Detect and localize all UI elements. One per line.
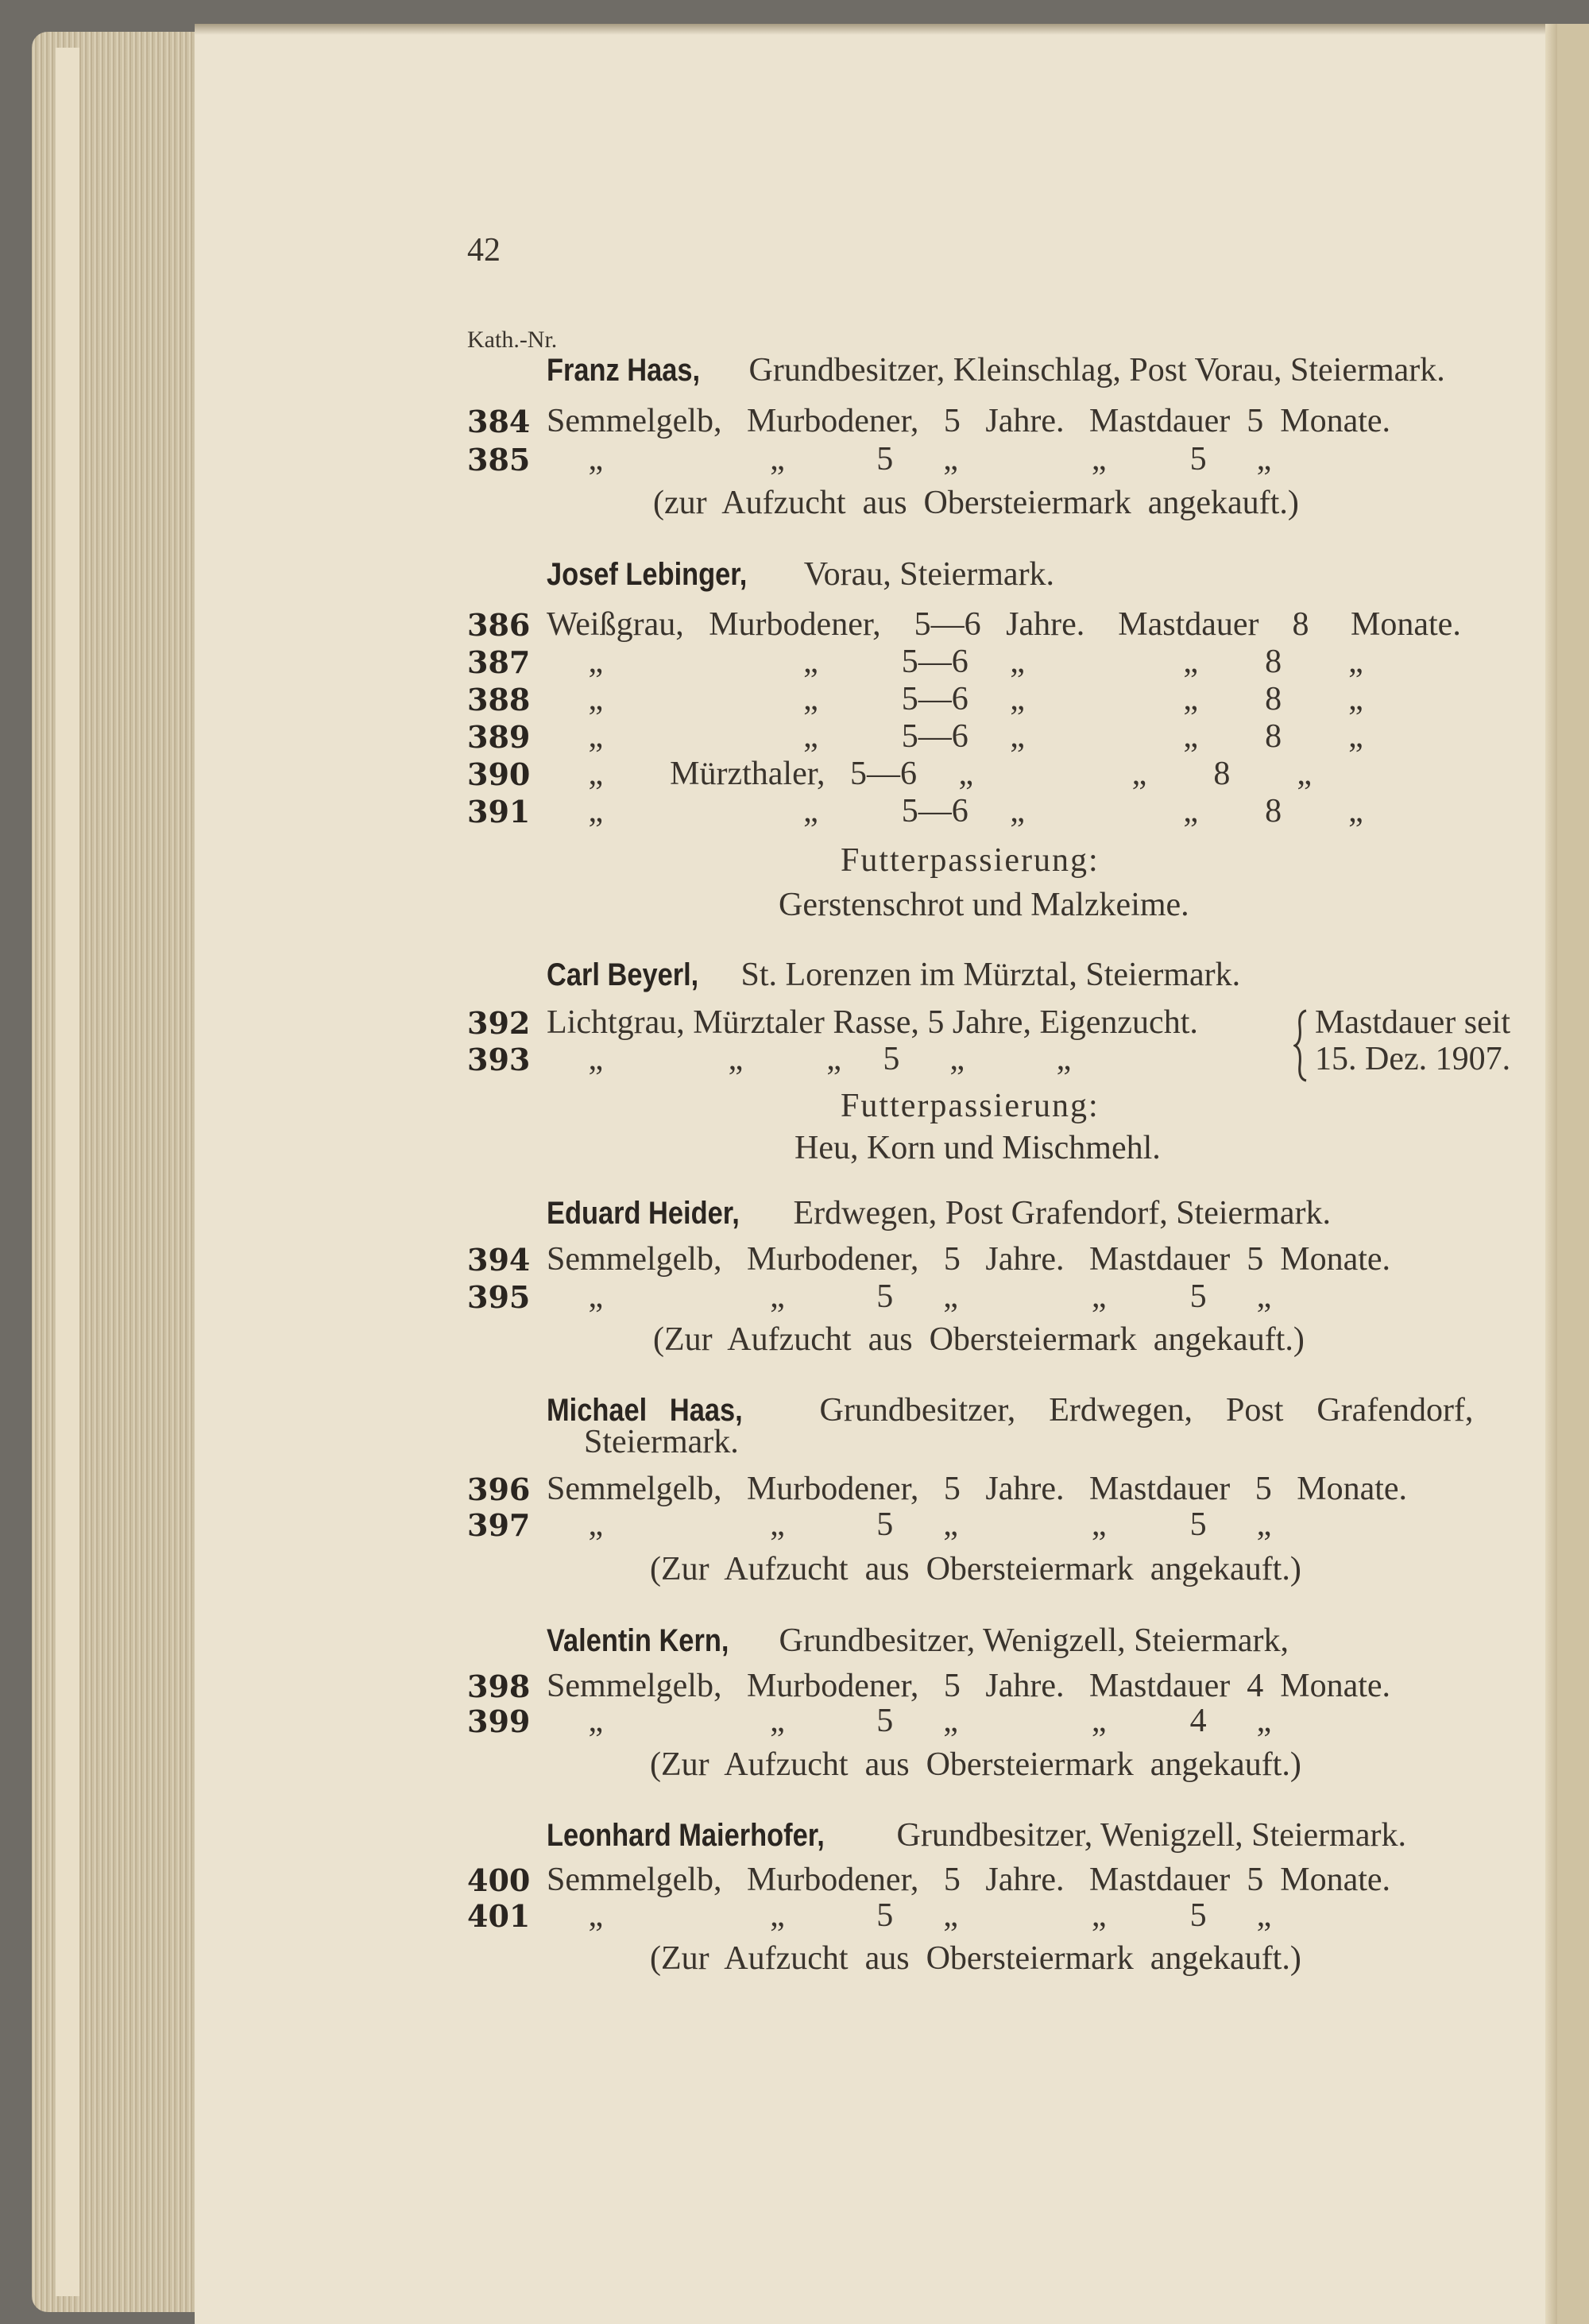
catalog-number: 389 [467, 719, 531, 755]
catalog-number: 391 [467, 794, 531, 829]
entry-row: „ „ 5—6 „ „ 8 „ [547, 718, 1363, 755]
entry-row: „ „ 5—6 „ „ 8 „ [547, 793, 1363, 829]
entry-row: „ „ „ 5 „ „ [547, 1041, 1072, 1077]
catalog-number: 392 [467, 1005, 531, 1041]
entry-row: Weißgrau, Murbodener, 5—6 Jahre. Mastdauer 8 Monate. [547, 606, 1461, 643]
entry-row: „ „ 5 „ „ 5 „ [547, 1897, 1272, 1934]
page-number: 42 [467, 232, 501, 269]
owner-name: Josef Lebinger, [547, 557, 748, 592]
bracket-note: 15. Dez. 1907. [1315, 1041, 1511, 1077]
catalog-number: 393 [467, 1042, 531, 1077]
feeding-title: Futterpassierung: [841, 842, 1100, 879]
entry-row: „ Mürzthaler, 5—6 „ „ 8 „ [547, 756, 1312, 792]
catalog-number: 386 [467, 607, 531, 643]
entry-row: „ „ 5—6 „ „ 8 „ [547, 681, 1363, 717]
column-header: Kath.-Nr. [467, 327, 558, 353]
catalog-number: 396 [467, 1471, 531, 1507]
entry-row: Semmelgelb, Murbodener, 5 Jahre. Mastdauer 4 Monate. [547, 1668, 1391, 1704]
entry-note: (Zur Aufzucht aus Obersteiermark angekauft.) [650, 1940, 1301, 1977]
entry-row: Lichtgrau, Mürztaler Rasse, 5 Jahre, Eigenzucht. [547, 1004, 1198, 1041]
owner-name: Michael Haas, [547, 1393, 743, 1428]
feeding-details: Gerstenschrot und Malzkeime. [779, 887, 1189, 923]
entry-row: „ „ 5 „ „ 5 „ [547, 1506, 1272, 1543]
entry-row: Semmelgelb, Murbodener, 5 Jahre. Mastdauer 5 Monate. [547, 1471, 1408, 1507]
owner-name: Leonhard Maierhofer, [547, 1818, 825, 1853]
owner-details: Grundbesitzer, Wenigzell, Steiermark. [888, 1817, 1406, 1854]
entry-row: „ „ 5 „ „ 5 „ [547, 441, 1272, 478]
owner-details: Grundbesitzer, Kleinschlag, Post Vorau, Steiermark. [740, 352, 1445, 389]
owner-name: Franz Haas, [547, 353, 701, 388]
bracket-note: Mastdauer seit [1315, 1004, 1511, 1041]
entry-note: (Zur Aufzucht aus Obersteiermark angekauft.) [650, 1551, 1301, 1587]
entry-note: (zur Aufzucht aus Obersteiermark angekauft.) [653, 485, 1299, 521]
entry-note: (Zur Aufzucht aus Obersteiermark angekauft.) [650, 1746, 1301, 1783]
catalog-number: 390 [467, 756, 531, 792]
owner-details: Vorau, Steiermark. [796, 556, 1055, 593]
owner-details: Erdwegen, Post Grafendorf, Steiermark. [785, 1195, 1331, 1232]
catalog-number: 395 [467, 1279, 531, 1315]
feeding-details: Heu, Korn und Mischmehl. [794, 1130, 1161, 1166]
entry-row: „ „ 5 „ „ 4 „ [547, 1703, 1272, 1739]
entry-row: Semmelgelb, Murbodener, 5 Jahre. Mastdauer 5 Monate. [547, 1862, 1391, 1898]
entry-note: (Zur Aufzucht aus Obersteiermark angekauft.) [653, 1321, 1305, 1358]
brace-icon [1293, 1007, 1311, 1084]
entry-row: Semmelgelb, Murbodener, 5 Jahre. Mastdauer 5 Monate. [547, 403, 1391, 439]
page-top-shadow [195, 24, 1561, 35]
catalog-number: 394 [467, 1242, 531, 1278]
entry-row: „ „ 5 „ „ 5 „ [547, 1278, 1272, 1315]
catalog-number: 387 [467, 644, 531, 680]
catalog-number: 400 [467, 1862, 531, 1898]
entry-row: Semmelgelb, Murbodener, 5 Jahre. Mastdauer 5 Monate. [547, 1241, 1391, 1278]
page-edge-highlight [56, 48, 79, 2296]
catalog-number: 388 [467, 682, 531, 717]
catalog-number: 399 [467, 1703, 531, 1739]
facing-page-edge [1557, 24, 1589, 2324]
owner-details: Grundbesitzer, Wenigzell, Steiermark, [771, 1622, 1289, 1659]
owner-details: St. Lorenzen im Mürztal, Steiermark. [733, 957, 1241, 993]
catalog-number: 398 [467, 1669, 531, 1704]
catalog-number: 397 [467, 1507, 531, 1543]
owner-details-continued: Steiermark. [584, 1424, 739, 1460]
catalog-number: 384 [467, 404, 531, 439]
owner-details: Grundbesitzer, Erdwegen, Post Grafendorf, [794, 1392, 1474, 1429]
owner-name: Carl Beyerl, [547, 957, 699, 992]
entry-row: „ „ 5—6 „ „ 8 „ [547, 644, 1363, 680]
feeding-title: Futterpassierung: [841, 1088, 1100, 1124]
owner-name: Eduard Heider, [547, 1196, 740, 1231]
owner-name: Valentin Kern, [547, 1623, 729, 1658]
catalog-number: 401 [467, 1898, 531, 1934]
catalog-number: 385 [467, 442, 531, 478]
